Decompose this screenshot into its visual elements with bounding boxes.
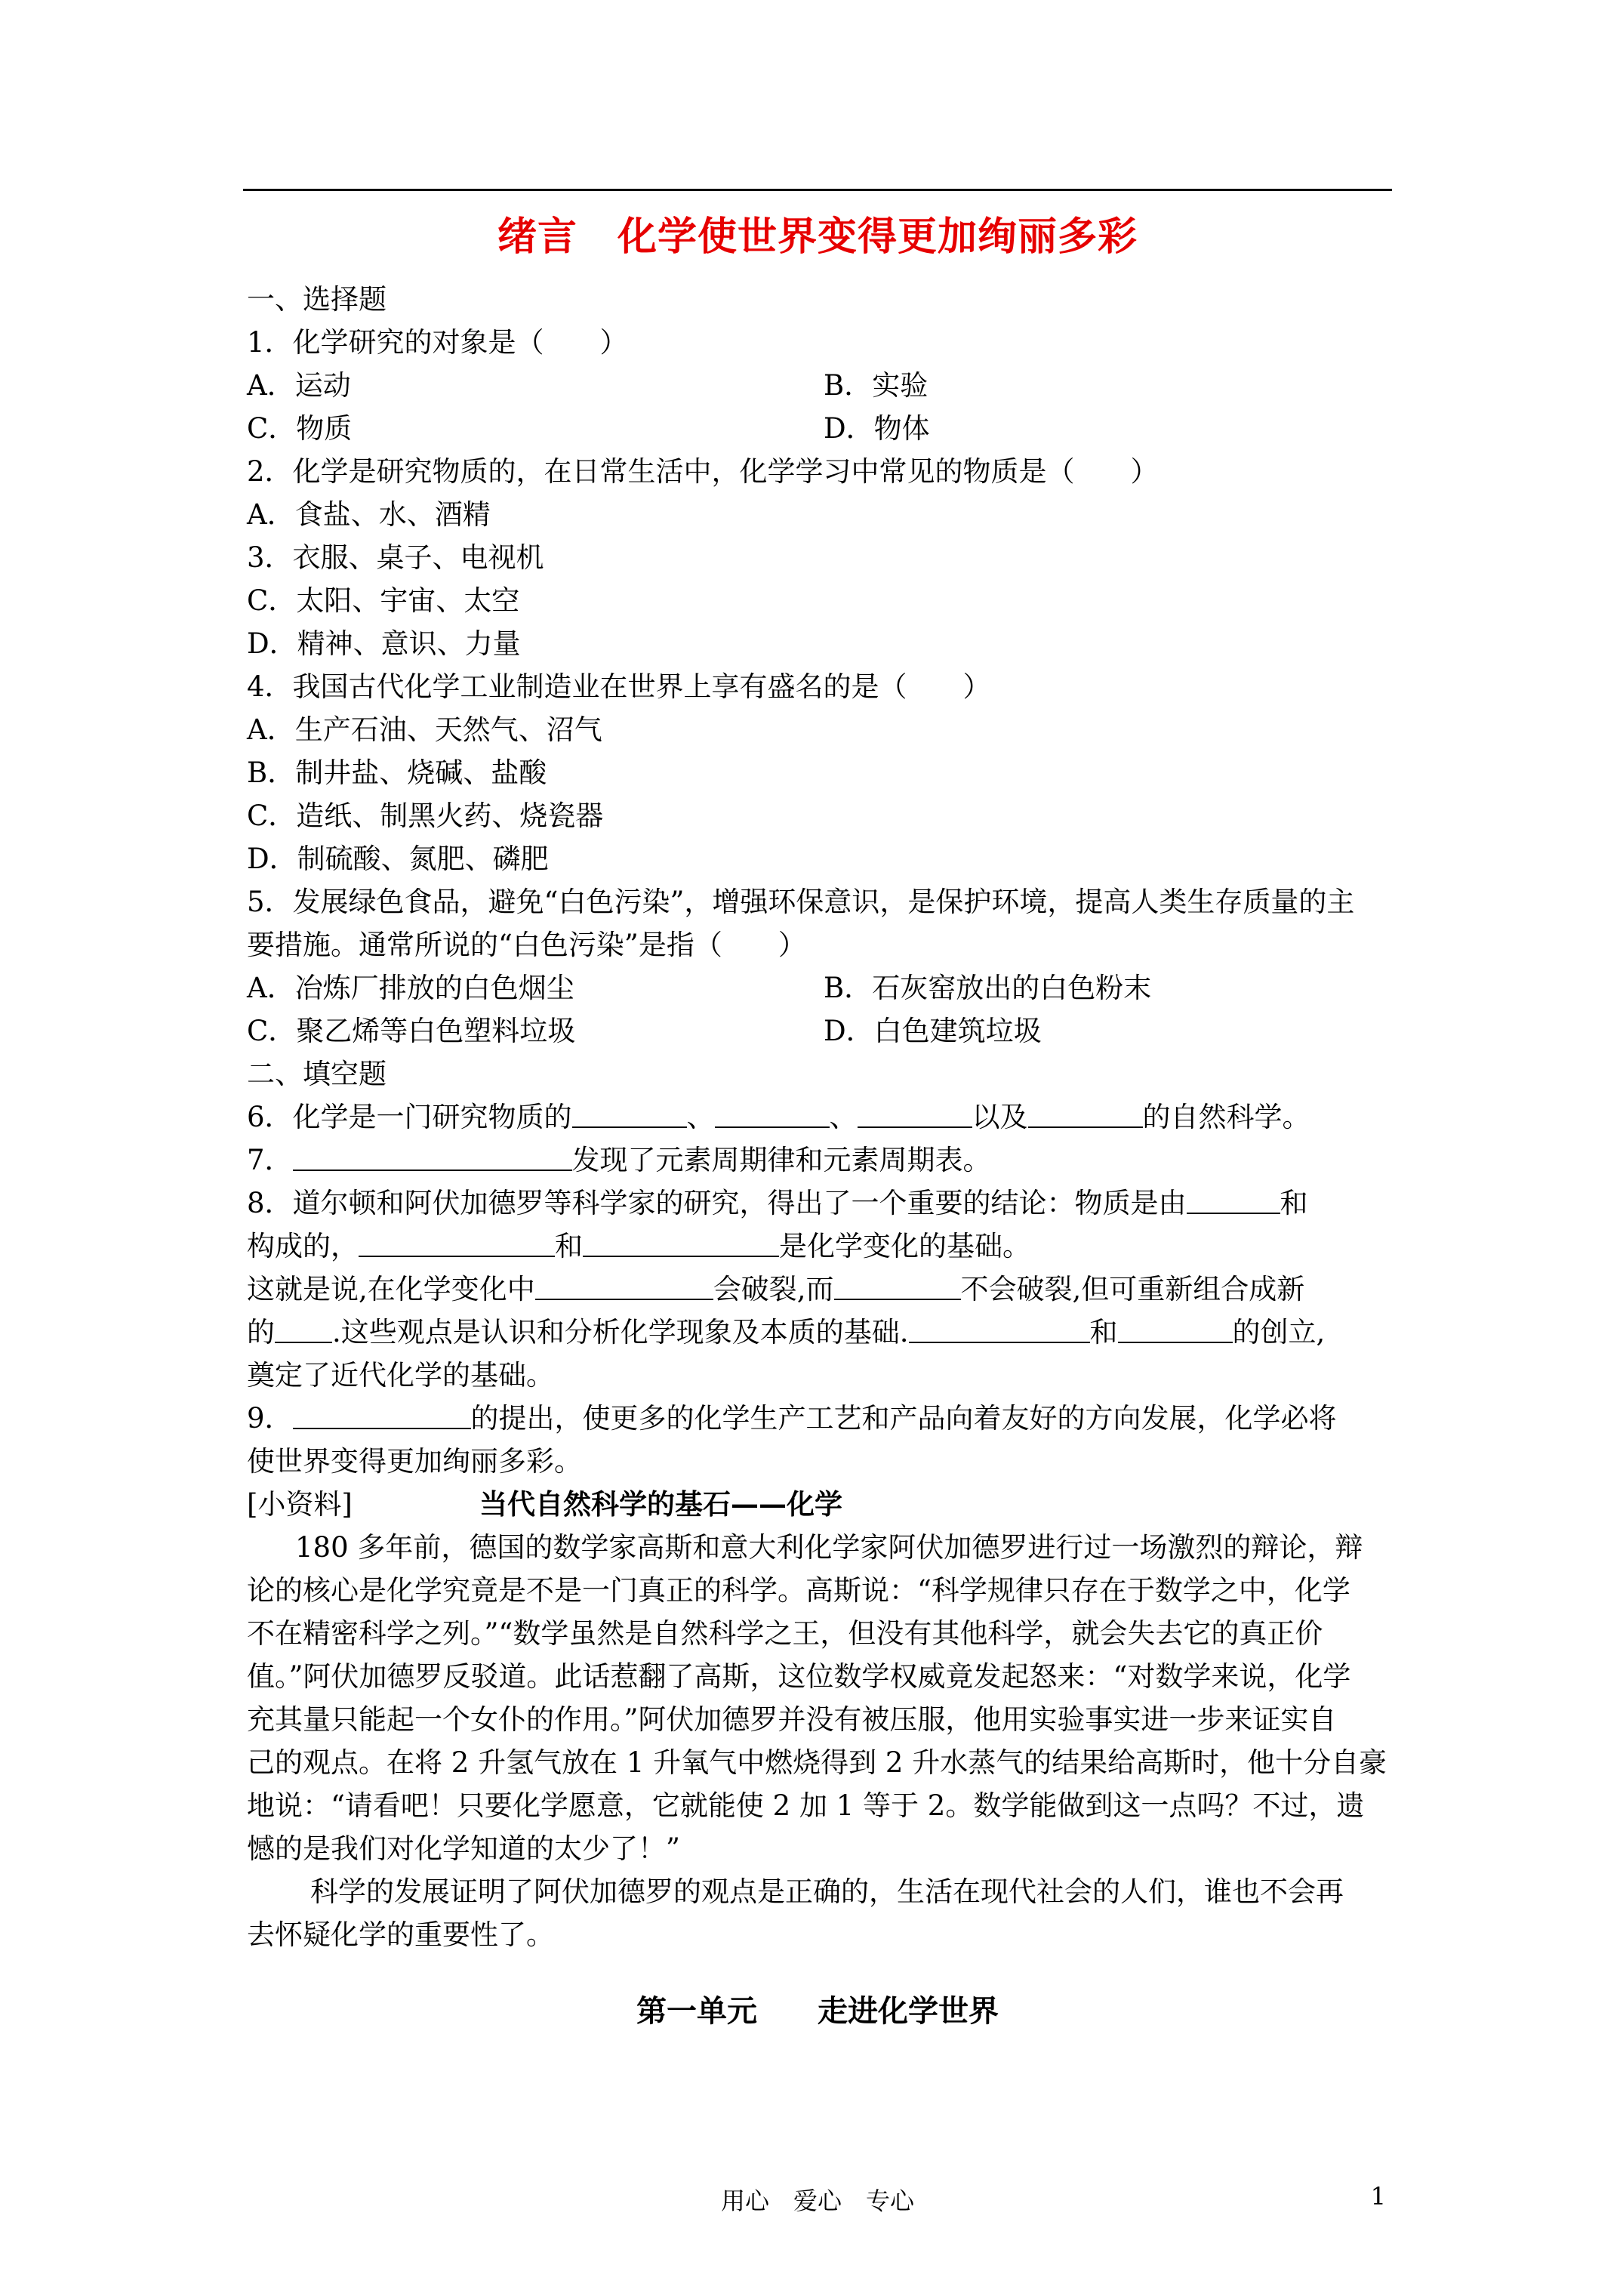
section-heading: 一、选择题: [247, 283, 387, 316]
question-stem: 要措施。通常所说的“白色污染”是指（ ）: [247, 929, 806, 961]
option: D．物体: [824, 412, 930, 445]
option: A．食盐、水、酒精: [247, 498, 491, 531]
fill-question: 6．化学是一门研究物质的 、 、 以及 的自然科学。: [247, 1101, 1310, 1133]
answer-blank[interactable]: [359, 1230, 555, 1257]
answer-blank[interactable]: [909, 1316, 1090, 1343]
option: C．物质: [247, 412, 353, 445]
answer-blank[interactable]: [293, 1402, 471, 1429]
fill-question: 7． 发现了元素周期律和元素周期表。: [247, 1144, 991, 1176]
sidebar-paragraph: 科学的发展证明了阿伏加德罗的观点是正确的，生活在现代社会的人们，谁也不会再 去怀疑化学的重要性了。: [247, 1875, 1344, 1951]
option: A．冶炼厂排放的白色烟尘: [247, 972, 574, 1004]
unit-title: 第一单元 走进化学世界: [636, 1993, 999, 2029]
option: A．运动: [247, 369, 351, 402]
page-footer: [243, 2182, 1392, 2220]
option: A．生产石油、天然气、沼气: [247, 713, 602, 746]
answer-blank[interactable]: [858, 1101, 972, 1128]
option-row: [247, 407, 1394, 450]
option: B．制井盐、烧碱、盐酸: [247, 757, 547, 789]
answer-blank[interactable]: [1118, 1316, 1233, 1343]
question-stem: 1．化学研究的对象是（ ）: [247, 326, 628, 359]
option: C．造纸、制黑火药、烧瓷器: [247, 800, 604, 832]
header-rule: [243, 189, 1392, 191]
option: C．太阳、宇宙、太空: [247, 584, 520, 617]
option-row: [247, 364, 1394, 407]
fill-question: 9． 的提出，使更多的化学生产工艺和产品向着友好的方向发展，化学必将: [247, 1402, 1337, 1435]
answer-blank[interactable]: [293, 1144, 572, 1171]
section-heading: 二、填空题: [247, 1058, 387, 1090]
answer-blank[interactable]: [1028, 1101, 1143, 1128]
page-title: 绪言 化学使世界变得更加绚丽多彩: [497, 214, 1138, 260]
question-stem: 5．发展绿色食品，避免“白色污染”，增强环保意识，是保护环境，提高人类生存质量的主: [247, 886, 1355, 918]
answer-blank[interactable]: [1187, 1187, 1280, 1214]
option: B．实验: [824, 369, 929, 402]
option: 3．衣服、桌子、电视机: [247, 541, 544, 574]
sidebar-header: [247, 1483, 1394, 1526]
fill-question: 8．道尔顿和阿伏加德罗等科学家的研究，得出了一个重要的结论：物质是由 和: [247, 1187, 1308, 1219]
answer-blank[interactable]: [275, 1316, 332, 1343]
answer-blank[interactable]: [535, 1273, 713, 1300]
answer-blank[interactable]: [583, 1230, 779, 1257]
option: C．聚乙烯等白色塑料垃圾: [247, 1015, 576, 1047]
footer-text: 用心 爱心 专心: [720, 2187, 914, 2215]
option-row: [247, 966, 1394, 1009]
sidebar-paragraph: 180 多年前，德国的数学家高斯和意大利化学家阿伏加德罗进行过一场激烈的辩论，辩 论的核心是化学究竟是不是一门真正的科学。高斯说：“科学规律只存在于数学之中，化学 不在精密科学之列。”“数学虽然是自然科学之王，但没有其他科学，就会失去它的真正价 值。”阿伏加德罗反驳道。此话惹翻了高斯，这位数学权威竟发起怒来：“对数学来说，化学 充其量只能起一个女仆的作用。”阿伏加德罗并没有被压服，他用实验事实进一步来证实自 己的观点。在将 2 升氢气放在 1 升氧气中燃烧得到 2 升水蒸气的结果给高斯时，他十分自豪 地说：“请看吧！只要化学愿意，它就能使 2 加 1 等于 2。数学能做到这一点吗？不过，遗 憾的是我们对化学知道的太少了！”: [247, 1531, 1387, 1865]
content-body: 一、选择题 1．化学研究的对象是（ ） A．运动 B．实验 C．物质 D．物体 2．化学是研究物质的，在日常生活中，化学学习中常见的物质是（ ） A．食盐、水、酒精 3．衣服、桌子、电视机 C．太阳、宇宙、太空 D．精神、意识、力量 4．我国古代化学工业制造业在世界上享有盛名的是（ ） A．生产石油、天然气、沼气 B．制井盐、烧碱、盐酸 C．造纸、制黑火药、烧瓷器 D．制硫酸、氮肥、磷肥 5．发展绿色食品，避免“白色污染”，增强环保意识，是保护环境，提高人类生存质量的主 要措施。通常所说的“白色污染”是指（ ） A．冶炼厂排放的白色烟尘 B．石灰窑放出的白色粉末 C．聚乙烯等白色塑料垃圾 D．白色建筑垃圾 二、填空题 6．化学是一门研究物质的 、 、 以及 的自然科学。 7． 发现了元素周期律和元素周期表。 8．道尔顿和阿伏加德罗等科学家的研究，得出了一个重要的结论：物质是由 和 构成的， 和 是化学变化的基础。 这就是说,在化学变化中 会破裂,而 不会破裂,但可重新组合成新 的 .这些观点是认识和分析化学现象及本质的基础. 和 的创立, 奠定了近代化学的基础。 9． 的提出，使更多的化学生产工艺和产品向着友好的方向发展，化学必将 使世界变得更加绚丽多彩。 [小资料] 当代自然科学的基石——化学 180 多年前，德国的数学家高斯和意大利化学家阿伏加德罗进行过一场激烈的辩论，辩 论的核心是化学究竟是不是一门真正的科学。高斯说：“科学规律只存在于数学之中，化学 不在精密科学之列。”“数学虽然是自然科学之王，但没有其他科学，就会失去它的真正价 值。”阿伏加德罗反驳道。此话惹翻了高斯，这位数学权威竟发起怒来：“对数学来说，化学 充其量只能起一个女仆的作用。”阿伏加德罗并没有被压服，他用实验事实进一步来证实自 己的观点。在将 2 升氢气放在 1 升氧气中燃烧得到 2 升水蒸气的结果给高斯时，他十分自豪 地说：“请看吧！只要化学愿意，它就能使 2 加 1 等于 2。数学能做到这一点吗？不过，遗 憾的是我们对化学知道的太少了！” 科学的发展证明了阿伏加德罗的观点是正确的，生活在现代社会的人们，谁也不会再 去怀疑化学的重要性了。: [247, 278, 1394, 1956]
option: D．白色建筑垃圾: [824, 1015, 1042, 1047]
sidebar-tag: [小资料]: [247, 1488, 353, 1521]
option: D．精神、意识、力量: [247, 627, 521, 660]
option-row: [247, 1009, 1394, 1052]
option: D．制硫酸、氮肥、磷肥: [247, 843, 549, 875]
sidebar-title: 当代自然科学的基石——化学: [479, 1487, 842, 1521]
answer-blank[interactable]: [572, 1101, 687, 1128]
question-stem: 2．化学是研究物质的，在日常生活中，化学学习中常见的物质是（ ）: [247, 455, 1159, 488]
question-stem: 4．我国古代化学工业制造业在世界上享有盛名的是（ ）: [247, 670, 991, 703]
answer-blank[interactable]: [834, 1273, 961, 1300]
answer-blank[interactable]: [715, 1101, 830, 1128]
option: B．石灰窑放出的白色粉末: [824, 972, 1152, 1004]
page-number: 1: [1370, 2182, 1386, 2211]
